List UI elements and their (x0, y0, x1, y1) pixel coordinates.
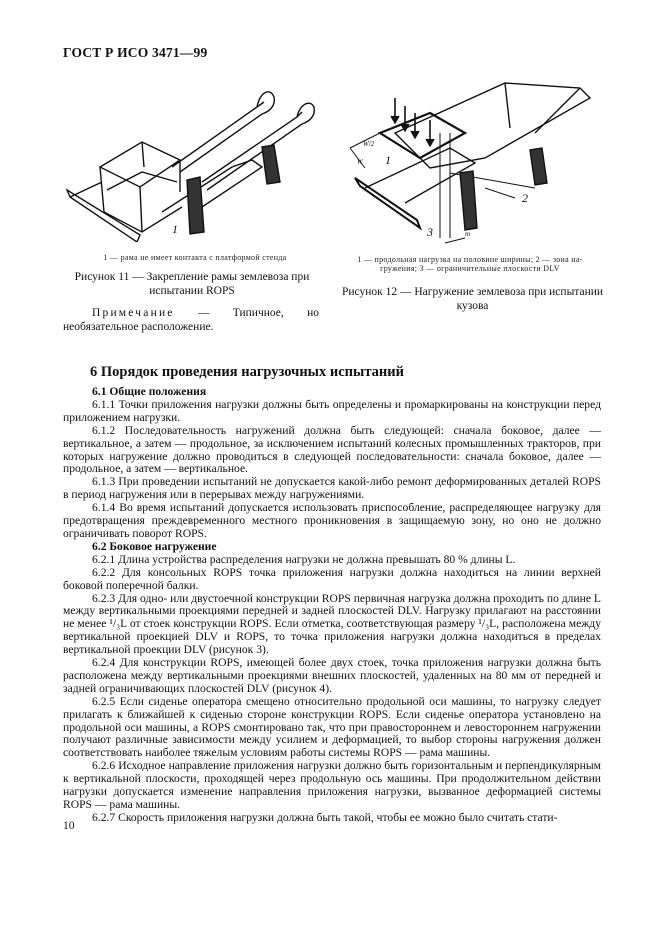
figure-12-legend-line-2: гружения; 3 — ограничительные плоскости DLV (380, 264, 560, 273)
paragraph-6-1-3: 6.1.3 При проведении испытаний не допускается какой-либо ремонт деформированных деталей ROPS в период нагружения или в перерывах между нагружениями. (63, 475, 601, 502)
paragraph-6-2-5: 6.2.5 Если сиденье оператора смещено относительно продольной оси машины, то нагрузку следует прилагать к ближайшей к сиденью стороне конструкции ROPS. Если сиденье оператора установлено на продольной оси машины, а ROPS смонтировано так, что при правостороннем и левостороннем нагружении получают различные зависимости между усилием и деформацией, то выбор стороны нагружения должен соответствовать наиболее тяжелым условиям работы системы ROPS — рама машины. (63, 694, 601, 760)
document-code-header: ГОСТ Р ИСО 3471—99 (63, 45, 208, 60)
figure-12-half-width-label: W/2 (363, 140, 375, 148)
paragraph-6-1-4: 6.1.4 Во время испытаний допускается использовать приспособление, распределяющее нагрузку для предотвращения преждевременного местного проникновения в защищаемую зону, но оно не должно ограничивать поворот ROPS. (63, 501, 601, 540)
paragraph-6-2-2: 6.2.2 Для консольных ROPS точка приложения нагрузки должна находиться на линии верхней боковой поперечной балки. (63, 565, 601, 592)
paragraph-6-2-3: 6.2.3 Для одно- или двустоечной конструкции ROPS первичная нагрузка должна проходить по длине L между вертикальными проекциями передней и задней плоскостей DLV. Нагрузку прилагают на расстоянии не менее ¹/₃L от стоек конструкции ROPS. Если отметка, соответствующая размеру ¹/₃L, расположена между вертикальной проекцией DLV и ROPS, то точка приложения нагрузки должна находиться в пределах вертикальной проекции DLV (рисунок 3). (63, 591, 601, 657)
note-label: Примечание (92, 307, 175, 319)
figure-12-caption (330, 285, 615, 313)
figure-11-callout-1: 1 (172, 222, 178, 236)
figure-11-caption-line-2: испытании ROPS (149, 285, 235, 297)
figure-11-legend: 1 — рама не имеет контакта с платформой стенда (103, 253, 287, 262)
figure-12-callout-2: 2 (522, 191, 528, 205)
paragraph-6-1-2: 6.1.2 Последовательность нагружений должна быть следующей: сначала боковое, далее — вертикальное, а затем — продольное, за исключением испытаний колесных промышленных тракторов, при которых нагружение должно проводиться в следующей последовательности: сначала боковое, далее — продольное, а затем — вертикальное. (63, 423, 601, 476)
section-body (63, 386, 601, 825)
figure-12-legend-line-1: 1 — продольная нагрузка на половине ширины; 2 — зона на- (357, 255, 583, 264)
figure-12-m-label: m (465, 230, 471, 238)
dump-truck-frame-illustration (62, 72, 327, 242)
figure-11-caption (63, 270, 321, 298)
paragraph-6-1-1: 6.1.1 Точки приложения нагрузки должны быть определены и промаркированы на конструкции перед приложением нагрузки. (63, 397, 601, 424)
subheading-6-2: 6.2 Боковое нагружение (92, 539, 217, 553)
page-number: 10 (63, 820, 75, 832)
subheading-6-1: 6.1 Общие положения (92, 385, 207, 398)
figure-12-callout-3: 3 (427, 225, 433, 239)
figure-12-drawing (335, 78, 595, 248)
paragraph-6-2-4: 6.2.4 Для конструкции ROPS, имеющей более двух стоек, точка приложения нагрузки должна быть расположена между вертикальными проекциями внешних плоскостей, удаленных на 80 мм от передней и задней ограничивающих плоскостей DLV (рисунок 4). (63, 656, 601, 695)
section-title: 6 Порядок проведения нагрузочных испытаний (90, 364, 404, 380)
figure-12-caption-line-2: кузова (456, 300, 489, 312)
paragraph-6-2-1: 6.2.1 Длина устройства распределения нагрузки не должна превышать 80 % длины L. (92, 552, 516, 566)
figure-12-callout-1: 1 (385, 153, 391, 167)
figure-12-width-label: W (357, 158, 363, 166)
figure-note (63, 306, 319, 334)
figure-11-drawing (62, 72, 327, 242)
figure-12-legend (330, 255, 610, 273)
figure-11-caption-line-1: Рисунок 11 — Закрепление рамы землевоза при (74, 271, 310, 283)
dump-truck-body-illustration (335, 78, 595, 248)
figure-12-caption-line-1: Рисунок 12 — Нагружение землевоза при испытании (341, 286, 604, 298)
paragraph-6-2-7: 6.2.7 Скорость приложения нагрузки должна быть такой, чтобы ее можно было считать стати- (92, 810, 558, 824)
paragraph-6-2-6: 6.2.6 Исходное направление приложения нагрузки должно быть горизонтальным и перпендикулярным к вертикальной плоскости, проходящей через продольную ось машины. При продолжительном действии нагрузки допускается изменение направления приложения нагрузки, вызванное деформацией системы ROPS — рама машины. (63, 759, 601, 811)
note-text: — Типичное, но необязательное расположение. (63, 307, 319, 333)
